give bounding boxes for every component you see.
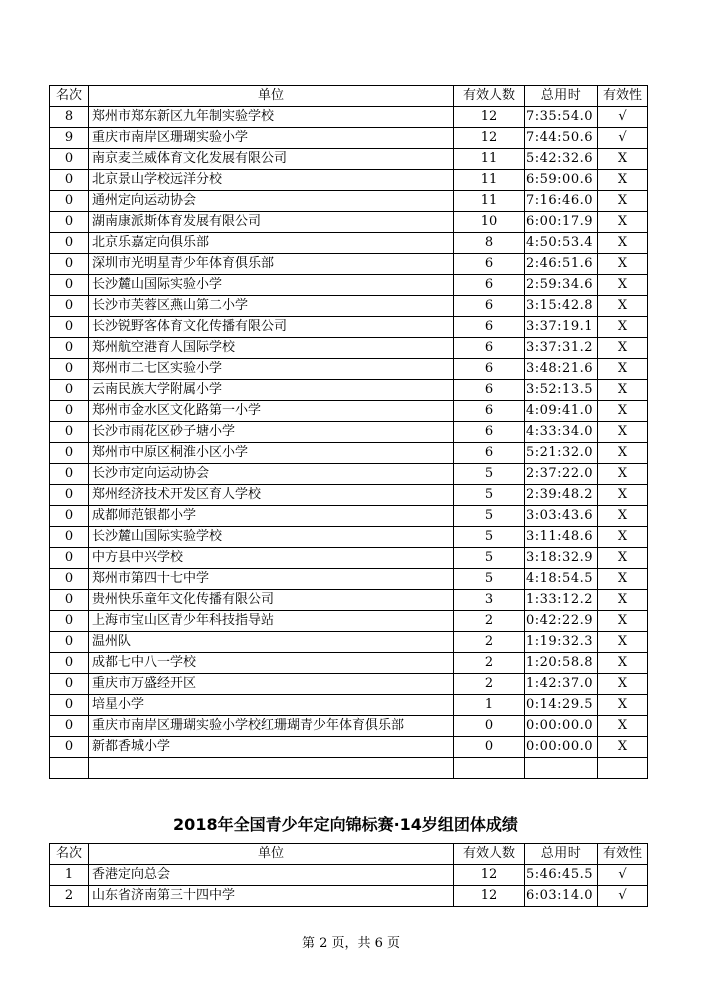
cell-unit: 长沙锐野客体育文化传播有限公司 [89, 317, 454, 338]
table-row [50, 128, 648, 149]
cell-rank: 0 [50, 359, 89, 380]
cell-count: 3 [454, 590, 525, 611]
cell-valid: X [598, 191, 648, 212]
cell-count: 12 [454, 865, 525, 886]
cell-unit: 成都师范银都小学 [89, 506, 454, 527]
cell-count: 11 [454, 191, 525, 212]
cell-rank: 0 [50, 317, 89, 338]
cell-valid: X [598, 443, 648, 464]
cell-count: 5 [454, 464, 525, 485]
cell-count: 0 [454, 737, 525, 758]
cell-valid: X [598, 464, 648, 485]
table-row [50, 674, 648, 695]
cell-rank: 0 [50, 191, 89, 212]
cell-unit: 中方县中兴学校 [89, 548, 454, 569]
cell-count: 1 [454, 695, 525, 716]
cell-valid: X [598, 149, 648, 170]
table-row [50, 590, 648, 611]
cell-time: 3:48:21.6 [525, 359, 598, 380]
cell-unit: 云南民族大学附属小学 [89, 380, 454, 401]
results-table-2 [49, 843, 648, 907]
cell-unit: 北京景山学校远洋分校 [89, 170, 454, 191]
cell-count: 8 [454, 233, 525, 254]
table-row [50, 695, 648, 716]
table-row [50, 233, 648, 254]
cell-count: 5 [454, 548, 525, 569]
cell-time: 3:37:19.1 [525, 317, 598, 338]
cell-valid: √ [598, 886, 648, 907]
cell-unit: 山东省济南第三十四中学 [89, 886, 454, 907]
cell-unit: 香港定向总会 [89, 865, 454, 886]
cell-time: 3:37:31.2 [525, 338, 598, 359]
cell-time: 2:59:34.6 [525, 275, 598, 296]
table-row [50, 886, 648, 907]
cell-valid: X [598, 275, 648, 296]
cell-rank: 0 [50, 296, 89, 317]
cell-unit: 深圳市光明星青少年体育俱乐部 [89, 254, 454, 275]
cell-time: 2:46:51.6 [525, 254, 598, 275]
cell-unit: 郑州市二七区实验小学 [89, 359, 454, 380]
cell-rank: 8 [50, 107, 89, 128]
cell-unit: 湖南康派斯体育发展有限公司 [89, 212, 454, 233]
cell-count: 6 [454, 317, 525, 338]
cell-count: 5 [454, 569, 525, 590]
cell-time: 1:42:37.0 [525, 674, 598, 695]
cell-count: 5 [454, 485, 525, 506]
table-row [50, 443, 648, 464]
column-header-time: 总用时 [525, 844, 598, 865]
cell-valid: X [598, 170, 648, 191]
cell-time: 1:33:12.2 [525, 590, 598, 611]
cell-valid: X [598, 506, 648, 527]
cell-rank: 1 [50, 865, 89, 886]
column-header-count: 有效人数 [454, 844, 525, 865]
cell-unit: 重庆市南岸区珊瑚实验小学校红珊瑚青少年体育俱乐部 [89, 716, 454, 737]
cell-valid: X [598, 548, 648, 569]
cell-unit: 长沙麓山国际实验小学 [89, 275, 454, 296]
cell-unit: 温州队 [89, 632, 454, 653]
cell-time: 2:37:22.0 [525, 464, 598, 485]
cell-unit: 长沙市雨花区砂子塘小学 [89, 422, 454, 443]
table-header-row [50, 86, 648, 107]
cell-time: 3:15:42.8 [525, 296, 598, 317]
cell-count: 11 [454, 170, 525, 191]
table-row [50, 107, 648, 128]
table-row [50, 170, 648, 191]
cell-count: 6 [454, 359, 525, 380]
cell-time: 2:39:48.2 [525, 485, 598, 506]
cell-time: 0:00:00.0 [525, 737, 598, 758]
cell-count: 6 [454, 338, 525, 359]
cell-valid: √ [598, 107, 648, 128]
cell-valid: X [598, 674, 648, 695]
cell-count: 12 [454, 128, 525, 149]
column-header-time: 总用时 [525, 86, 598, 107]
page-footer: 第 2 页，共 6 页 [301, 936, 401, 951]
table-row [50, 653, 648, 674]
cell-count: 0 [454, 716, 525, 737]
cell-time: 5:46:45.5 [525, 865, 598, 886]
table-row [50, 632, 648, 653]
cell-rank: 0 [50, 443, 89, 464]
cell-unit [89, 758, 454, 779]
cell-valid: X [598, 380, 648, 401]
cell-rank: 0 [50, 548, 89, 569]
cell-count: 2 [454, 653, 525, 674]
cell-rank: 0 [50, 695, 89, 716]
cell-valid: X [598, 233, 648, 254]
table-row [50, 317, 648, 338]
cell-valid: X [598, 569, 648, 590]
cell-rank: 9 [50, 128, 89, 149]
cell-unit: 长沙市芙蓉区燕山第二小学 [89, 296, 454, 317]
column-header-unit: 单位 [89, 86, 454, 107]
cell-rank: 0 [50, 716, 89, 737]
cell-unit: 长沙市定向运动协会 [89, 464, 454, 485]
cell-unit: 郑州航空港育人国际学校 [89, 338, 454, 359]
cell-valid: X [598, 611, 648, 632]
cell-time: 1:20:58.8 [525, 653, 598, 674]
cell-time: 4:33:34.0 [525, 422, 598, 443]
table-header-row [50, 844, 648, 865]
cell-valid: X [598, 422, 648, 443]
cell-rank: 0 [50, 506, 89, 527]
table-row [50, 254, 648, 275]
cell-rank: 0 [50, 611, 89, 632]
cell-time: 0:00:00.0 [525, 716, 598, 737]
cell-valid: √ [598, 865, 648, 886]
table-row [50, 149, 648, 170]
cell-time: 7:35:54.0 [525, 107, 598, 128]
table-row [50, 401, 648, 422]
cell-count: 6 [454, 443, 525, 464]
table-row [50, 275, 648, 296]
cell-time: 3:18:32.9 [525, 548, 598, 569]
cell-rank: 0 [50, 233, 89, 254]
cell-unit: 郑州经济技术开发区育人学校 [89, 485, 454, 506]
cell-unit: 郑州市金水区文化路第一小学 [89, 401, 454, 422]
table-row [50, 737, 648, 758]
cell-unit: 上海市宝山区青少年科技指导站 [89, 611, 454, 632]
cell-valid: X [598, 716, 648, 737]
cell-rank: 0 [50, 422, 89, 443]
cell-time: 0:42:22.9 [525, 611, 598, 632]
cell-time: 6:59:00.6 [525, 170, 598, 191]
table-row [50, 758, 648, 779]
column-header-unit: 单位 [89, 844, 454, 865]
cell-count: 6 [454, 275, 525, 296]
cell-count: 11 [454, 149, 525, 170]
table-row [50, 191, 648, 212]
cell-count: 6 [454, 401, 525, 422]
cell-unit: 重庆市南岸区珊瑚实验小学 [89, 128, 454, 149]
cell-count: 6 [454, 254, 525, 275]
cell-rank: 0 [50, 632, 89, 653]
table-row [50, 338, 648, 359]
column-header-rank: 名次 [50, 86, 89, 107]
cell-count: 6 [454, 380, 525, 401]
cell-rank [50, 758, 89, 779]
cell-rank: 0 [50, 170, 89, 191]
cell-rank: 0 [50, 737, 89, 758]
cell-count: 5 [454, 527, 525, 548]
cell-time: 4:09:41.0 [525, 401, 598, 422]
cell-valid: X [598, 401, 648, 422]
table-row [50, 485, 648, 506]
table-row [50, 716, 648, 737]
cell-rank: 0 [50, 569, 89, 590]
cell-time: 4:18:54.5 [525, 569, 598, 590]
cell-count: 6 [454, 296, 525, 317]
cell-time: 6:00:17.9 [525, 212, 598, 233]
cell-unit: 通州定向运动协会 [89, 191, 454, 212]
section-title: 2018年全国青少年定向锦标赛·14岁组团体成绩 [173, 815, 518, 834]
cell-unit: 培星小学 [89, 695, 454, 716]
cell-rank: 0 [50, 275, 89, 296]
cell-unit: 新都香城小学 [89, 737, 454, 758]
table-row [50, 464, 648, 485]
table-row [50, 380, 648, 401]
cell-unit: 成都七中八一学校 [89, 653, 454, 674]
cell-rank: 0 [50, 527, 89, 548]
column-header-valid: 有效性 [598, 844, 648, 865]
column-header-count: 有效人数 [454, 86, 525, 107]
cell-unit: 郑州市郑东新区九年制实验学校 [89, 107, 454, 128]
table-row [50, 548, 648, 569]
cell-time: 0:14:29.5 [525, 695, 598, 716]
cell-count: 12 [454, 886, 525, 907]
cell-valid: X [598, 737, 648, 758]
column-header-valid: 有效性 [598, 86, 648, 107]
cell-valid: X [598, 254, 648, 275]
cell-unit: 南京麦兰威体育文化发展有限公司 [89, 149, 454, 170]
table-row [50, 212, 648, 233]
cell-rank: 2 [50, 886, 89, 907]
cell-valid: X [598, 590, 648, 611]
cell-count: 2 [454, 611, 525, 632]
cell-rank: 0 [50, 653, 89, 674]
cell-time: 3:11:48.6 [525, 527, 598, 548]
cell-valid [598, 758, 648, 779]
cell-valid: X [598, 527, 648, 548]
cell-valid: X [598, 359, 648, 380]
results-table-1 [49, 85, 648, 779]
table-row [50, 569, 648, 590]
cell-unit: 重庆市万盛经开区 [89, 674, 454, 695]
cell-count [454, 758, 525, 779]
cell-count: 12 [454, 107, 525, 128]
cell-valid: X [598, 653, 648, 674]
cell-time: 6:03:14.0 [525, 886, 598, 907]
table-row [50, 422, 648, 443]
cell-valid: √ [598, 128, 648, 149]
cell-rank: 0 [50, 338, 89, 359]
table-row [50, 527, 648, 548]
cell-unit: 长沙麓山国际实验学校 [89, 527, 454, 548]
table-row [50, 296, 648, 317]
cell-rank: 0 [50, 380, 89, 401]
cell-valid: X [598, 485, 648, 506]
cell-valid: X [598, 317, 648, 338]
cell-time [525, 758, 598, 779]
cell-rank: 0 [50, 254, 89, 275]
cell-unit: 郑州市第四十七中学 [89, 569, 454, 590]
cell-count: 2 [454, 632, 525, 653]
cell-rank: 0 [50, 674, 89, 695]
cell-time: 3:03:43.6 [525, 506, 598, 527]
cell-rank: 0 [50, 590, 89, 611]
cell-count: 2 [454, 674, 525, 695]
column-header-rank: 名次 [50, 844, 89, 865]
cell-valid: X [598, 296, 648, 317]
cell-valid: X [598, 338, 648, 359]
table-row [50, 506, 648, 527]
table-row [50, 865, 648, 886]
cell-valid: X [598, 632, 648, 653]
cell-rank: 0 [50, 212, 89, 233]
cell-time: 5:21:32.0 [525, 443, 598, 464]
cell-rank: 0 [50, 401, 89, 422]
cell-rank: 0 [50, 149, 89, 170]
table-row [50, 359, 648, 380]
cell-time: 7:44:50.6 [525, 128, 598, 149]
cell-count: 5 [454, 506, 525, 527]
cell-time: 3:52:13.5 [525, 380, 598, 401]
cell-time: 7:16:46.0 [525, 191, 598, 212]
cell-rank: 0 [50, 464, 89, 485]
cell-unit: 北京乐嘉定向俱乐部 [89, 233, 454, 254]
table-row [50, 611, 648, 632]
cell-time: 4:50:53.4 [525, 233, 598, 254]
cell-valid: X [598, 212, 648, 233]
cell-time: 1:19:32.3 [525, 632, 598, 653]
cell-count: 10 [454, 212, 525, 233]
cell-time: 5:42:32.6 [525, 149, 598, 170]
cell-count: 6 [454, 422, 525, 443]
cell-valid: X [598, 695, 648, 716]
cell-unit: 贵州快乐童年文化传播有限公司 [89, 590, 454, 611]
cell-unit: 郑州市中原区桐淮小区小学 [89, 443, 454, 464]
cell-rank: 0 [50, 485, 89, 506]
